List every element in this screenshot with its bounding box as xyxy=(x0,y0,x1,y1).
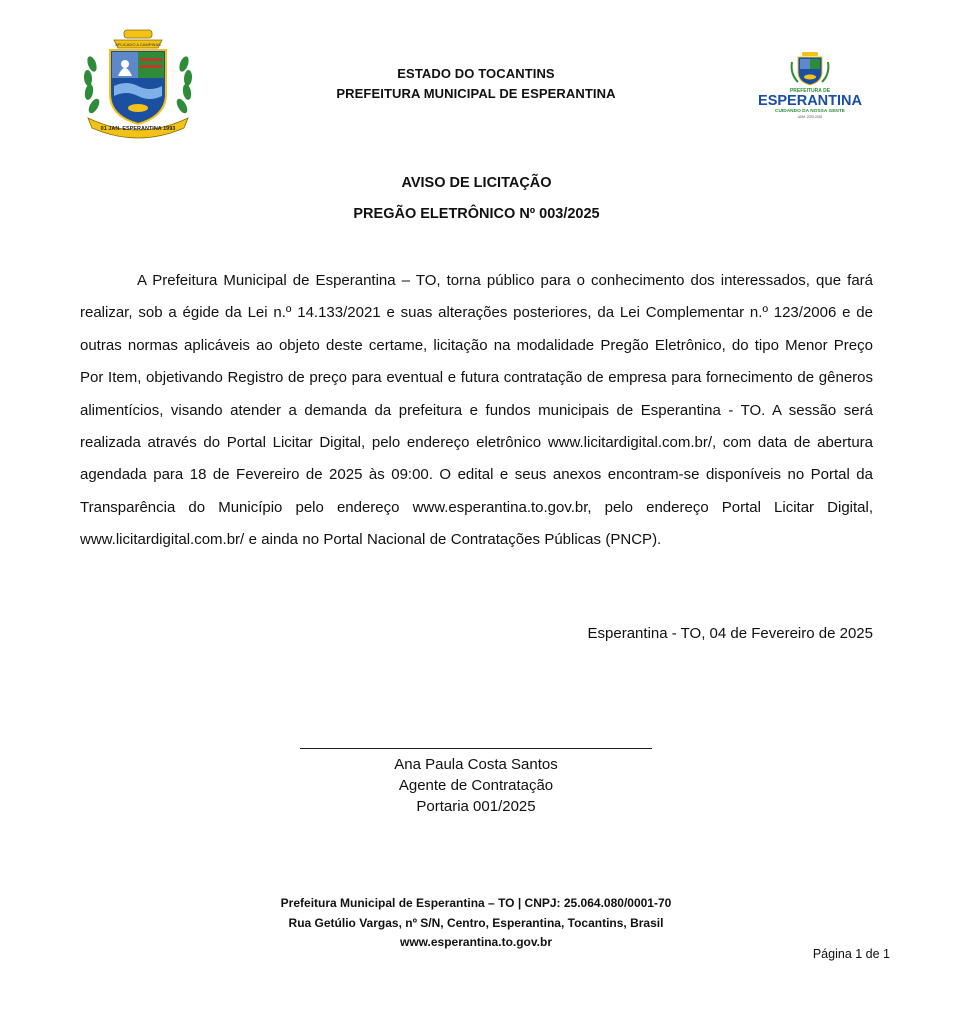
footer-address: Rua Getúlio Vargas, nº S/N, Centro, Esperantina, Tocantins, Brasil xyxy=(288,915,664,930)
ribbon-top-text: APLICADO A CAMPINAS xyxy=(115,42,161,47)
signature-block xyxy=(326,754,626,817)
document-title: AVISO DE LICITAÇÃO xyxy=(401,175,552,191)
notice-body: A Prefeitura Municipal de Esperantina – TO, torna público para o conhecimento dos interessados, que fará realizar, sob a égide da Lei n.º 14.133/2021 e suas alterações posteriores, da Lei Complementar n.º 123/2006 e de outras normas aplicáveis ao objeto deste certame, licitação na modalidade Pregão Eletrônico, do tipo Menor Preço Por Item, objetivando Registro de preço para eventual e futura contratação de empresa para fornecimento de gêneros alimentícios, visando atender a demanda da prefeitura e fundos municipais de Esperantina - TO. A sessão será realizada através do Portal Licitar Digital, pelo endereço eletrônico www.licitardigital.com.br/, com data de abertura agendada para 18 de Fevereiro de 2025 às 09:00. O edital e seus anexos encontram-se disponíveis no Portal da Transparência do Município pelo endereço www.esperantina.to.gov.br, pelo endereço Portal Licitar Digital, www.licitardigital.com.br/ e ainda no Portal Nacional de Contratações Públicas (PNCP). xyxy=(80,272,873,549)
logo-slogan-text: CUIDANDO DA NOSSA GENTE xyxy=(774,109,846,114)
footer-website: www.esperantina.to.gov.br xyxy=(399,935,553,949)
page-footer xyxy=(176,894,776,953)
page-number: Página 1 de 1 xyxy=(812,947,890,961)
logo-name-text: ESPERANTINA xyxy=(758,93,862,109)
coat-of-arms-logo xyxy=(78,24,198,142)
prefeitura-logo xyxy=(748,50,872,122)
footer-cnpj: Prefeitura Municipal de Esperantina – TO | CNPJ: 25.064.080/0001-70 xyxy=(280,896,672,910)
place-date: Esperantina - TO, 04 de Fevereiro de 2025 xyxy=(587,625,873,642)
signer-role: Agente de Contratação xyxy=(398,777,554,794)
ribbon-bottom-text: 01 JAN. ESPERANTINA 1993 xyxy=(100,126,176,132)
mini-coat-of-arms-icon xyxy=(792,52,829,85)
logo-small-text: ADM. 2025-2028 xyxy=(797,115,823,119)
signer-name: Ana Paula Costa Santos xyxy=(394,756,558,773)
signature-line xyxy=(300,748,652,749)
signer-ordinance: Portaria 001/2025 xyxy=(416,798,536,815)
document-subtitle: PREGÃO ELETRÔNICO Nº 003/2025 xyxy=(353,206,600,222)
logo-top-text: PREFEITURA DE xyxy=(789,88,831,94)
header-text xyxy=(260,64,692,104)
prefecture-name: PREFEITURA MUNICIPAL DE ESPERANTINA xyxy=(336,86,616,101)
state-name: ESTADO DO TOCANTINS xyxy=(397,66,555,81)
